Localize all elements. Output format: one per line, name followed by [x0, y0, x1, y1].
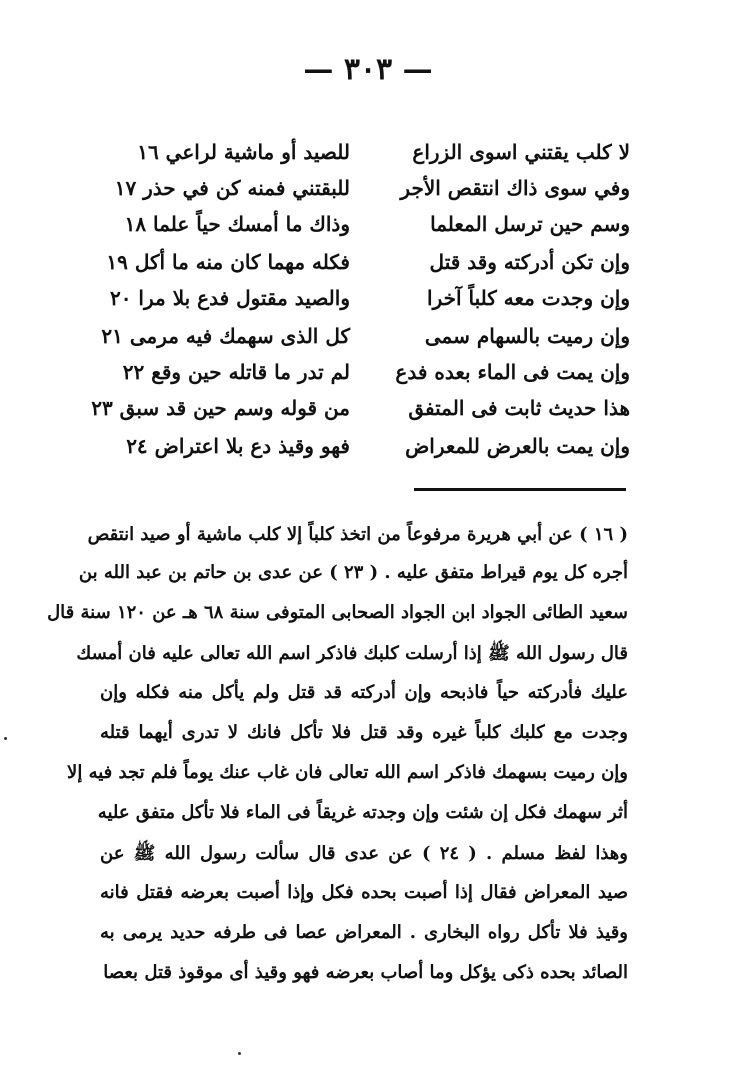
verse-second-hemistich: فكله مهما كان منه ما أكل ١٩: [106, 250, 350, 274]
footnote-line: أثر سهمك فكل إن شئت وإن وجدته غريقاً فى الماء فلا تأكل متفق عليه: [97, 802, 628, 823]
verse-second-hemistich: من قوله وسم حين قد سبق ٢٣: [91, 396, 350, 420]
footnote-line: وقيذ فلا تأكل رواه البخارى . المعراض عصا فى طرفه حديد يرمى به: [100, 922, 628, 943]
footnote-line: وإن رميت بسهمك فاذكر اسم الله تعالى فان غاب عنك يوماً فلم تجد فيه إلا: [67, 762, 628, 783]
verse-second-hemistich: فهو وقيذ دع بلا اعتراض ٢٤: [126, 434, 350, 458]
verse-first-hemistich: وسم حين ترسل المعلما: [430, 212, 630, 236]
verse-row: [110, 212, 630, 246]
verse-second-hemistich: وذاك ما أمسك حياً علما ١٨: [124, 212, 350, 236]
verse-second-hemistich: والصيد مقتول فدع بلا مرا ٢٠: [109, 286, 350, 310]
footnote-line: وجدت مع كلبك كلباً غيره وقد قتل فلا تأكل فانك لا تدرى أيهما قتله: [100, 722, 628, 743]
speck-mark: [4, 737, 7, 740]
verse-first-hemistich: وإن وجدت معه كلباً آخرا: [427, 286, 630, 310]
verse-row: [101, 324, 630, 358]
verse-row: [110, 140, 630, 174]
verse-first-hemistich: وإن تكن أدركته وقد قتل: [429, 250, 630, 274]
verse-row: [110, 286, 630, 320]
footnote-line: ( ١٦ ) عن أبي هريرة مرفوعاً من اتخذ كلباً إلا كلب ماشية أو صيد انتقص: [87, 524, 628, 545]
verse-row: [110, 434, 630, 468]
verse-second-hemistich: للبقتني فمنه كن في حذر ١٧: [114, 176, 350, 200]
verse-first-hemistich: وإن يمت بالعرض للمعراض: [405, 434, 630, 458]
verse-first-hemistich: هذا حديث ثابت فى المتفق: [408, 396, 630, 420]
verse-second-hemistich: كل الذى سهمك فيه مرمى ٢١: [101, 324, 350, 348]
verse-first-hemistich: وإن يمت فى الماء بعده فدع: [395, 360, 630, 384]
page-number: — ٣٠٣ —: [303, 52, 433, 87]
footnote-line: أجره كل يوم قيراط متفق عليه . ( ٢٣ ) عن عدى بن حاتم بن عبد الله بن: [78, 562, 628, 583]
footnote-line: سعيد الطائى الجواد ابن الجواد الصحابى المتوفى سنة ٦٨ هـ عن ١٢٠ سنة قال: [47, 602, 628, 623]
verse-row: [91, 396, 630, 430]
verse-row: [106, 250, 630, 284]
footnote-line: صيد المعراض فقال إذا أصبت بحده فكل وإذا أصبت بعرضه فقتل فانه: [100, 882, 628, 903]
footnote-line: وهذا لفظ مسلم . ( ٢٤ ) عن عدى قال سألت رسول الله ﷺ عن: [100, 843, 628, 864]
footnote-line: قال رسول الله ﷺ إذا أرسلت كلبك فاذكر اسم الله تعالى عليه فان أمسك: [76, 643, 628, 664]
verse-first-hemistich: وفي سوى ذاك انتقص الأجر: [400, 176, 630, 200]
verse-second-hemistich: للصيد أو ماشية لراعي ١٦: [137, 140, 350, 164]
footnote-line: عليك فأدركته حياً فاذبحه وإن أدركته قد قتل ولم يأكل منه فكله وإن: [100, 682, 628, 703]
verse-row: [110, 176, 630, 210]
verse-second-hemistich: لم تدر ما قاتله حين وقع ٢٢: [122, 360, 350, 384]
speck-mark: [238, 1052, 241, 1055]
verse-first-hemistich: وإن رميت بالسهام سمى: [424, 324, 630, 348]
footnote-line: الصائد بحده ذكى يؤكل وما أصاب بعرضه فهو وقيذ أى موقوذ قتل بعصا: [103, 962, 628, 983]
verse-first-hemistich: لا كلب يقتني اسوى الزراع: [412, 140, 630, 164]
footnote-divider: [414, 488, 626, 491]
verse-row: [110, 360, 630, 394]
